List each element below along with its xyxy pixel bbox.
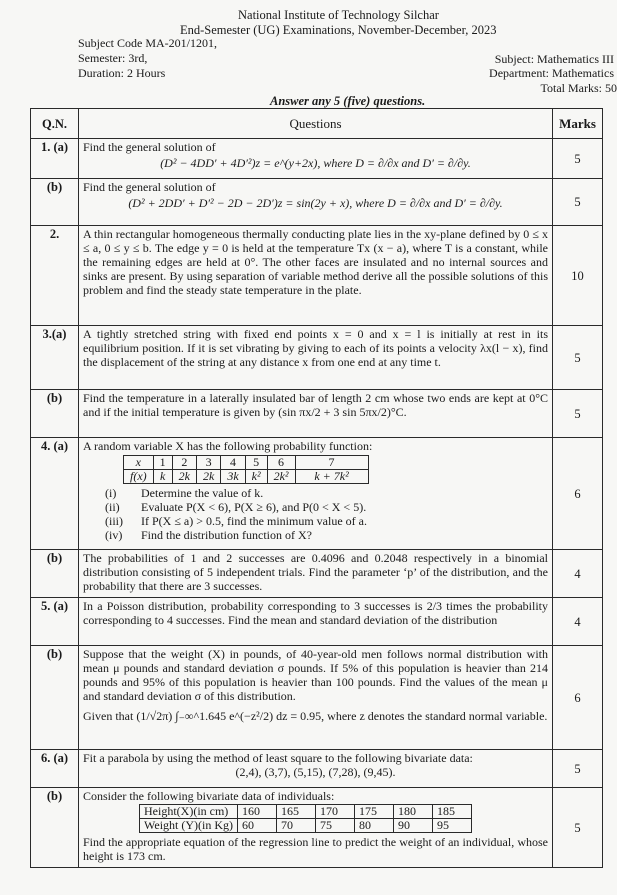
prob-cell: 7 [295,456,368,470]
question-marks: 4 [553,598,603,646]
hw-cell: 95 [433,819,472,833]
question-row [31,390,603,438]
subpart [105,500,548,514]
question-number: (b) [31,179,79,226]
prob-cell: 2k [196,470,220,484]
hw-cell: 60 [238,819,277,833]
hw-cell: 180 [394,805,433,819]
question-marks: 6 [553,438,603,550]
subject: Subject: Mathematics III [494,52,614,66]
hw-cell: 70 [277,819,316,833]
question-followup: Find the appropriate equation of the regression line to predict the weight of an individual, whose height is 173 cm. [83,835,548,863]
question-text [79,179,553,226]
instruction: Answer any 5 (five) questions. [270,94,426,108]
hw-cell: 165 [277,805,316,819]
subpart-number: (ii) [105,500,120,514]
prob-cell: 3 [196,456,220,470]
question-prompt: Find the general solution of [83,180,216,194]
question-equation: (D² + 2DD′ + D′² − 2D − 2D′)z = sin(2y + x), where D = ∂/∂x and D′ = ∂/∂y. [128,196,503,210]
question-text: Find the temperature in a laterally insulated bar of length 2 cm whose two ends are kept at 0°C and if the initial temperature is given by (sin πx/2 + 3 sin 5πx/2)°C. [79,390,553,438]
question-marks: 10 [553,226,603,326]
subpart-number: (iv) [105,528,123,542]
question-marks: 5 [553,326,603,390]
prob-row-fx [124,470,369,484]
question-marks: 6 [553,646,603,750]
question-text [79,788,553,868]
question-table [30,108,603,868]
question-number: 5. (a) [31,598,79,646]
semester: Semester: 3rd, [78,51,148,65]
question-number: 1. (a) [31,139,79,179]
subpart-number: (iii) [105,514,123,528]
table-header-row [31,109,603,139]
question-number: 3.(a) [31,326,79,390]
subpart [105,514,548,528]
prob-cell: 4 [221,456,245,470]
subject-code: Subject Code MA-201/1201, [78,36,217,50]
subpart-text: Determine the value of k. [141,486,264,500]
question-equation: (D² − 4DD′ + 4D′²)z = e^(y+2x), where D = ∂/∂x and D′ = ∂/∂y. [160,156,471,170]
question-text: The probabilities of 1 and 2 successes are 0.4096 and 0.2048 respectively in a binomial distribution consisting of 5 independent trials. Find the parameter ‘p’ of the distribution, and the probability that there are 3 successes. [79,550,553,598]
question-row [31,788,603,868]
question-row [31,226,603,326]
hw-cell: 90 [394,819,433,833]
total-marks: Total Marks: 50 [540,81,617,95]
question-prompt: Suppose that the weight (X) in pounds, of 40-year-old men follows normal distribution with mean μ pounds and standard deviation σ pounds. If 5% of this population is heavier than 214 pounds and 95% of this population is heavier than 100 pounds. Find the values of the mean μ and standard deviation σ of this distribution. [83,647,548,703]
question-row [31,438,603,550]
question-number: (b) [31,646,79,750]
prob-row-x [124,456,369,470]
question-marks: 5 [553,788,603,868]
question-row [31,750,603,788]
duration: Duration: 2 Hours [78,66,166,80]
question-text: A thin rectangular homogeneous thermally conducting plate lies in the xy-plane defined by 0 ≤ x ≤ a, 0 ≤ y ≤ b. The edge y = 0 is held at the temperature Tx (x − a), where T is a constant, while the remaining edges are held at 0°. The other faces are insulated and no internal sources and sinks are present. By using separation of variable method derive all the possible solutions of this problem and find the steady state temperature in the plate. [79,226,553,326]
prob-cell: 2k [172,470,196,484]
prob-cell: k² [245,470,267,484]
prob-cell: 6 [267,456,295,470]
question-row [31,179,603,226]
subpart-number: (i) [105,486,117,500]
hw-cell: 80 [355,819,394,833]
question-marks: 5 [553,390,603,438]
hw-cell: 75 [316,819,355,833]
question-text [79,139,553,179]
question-number: (b) [31,390,79,438]
question-text [79,750,553,788]
probability-table [123,455,369,484]
prob-cell: 2 [172,456,196,470]
question-text: A tightly stretched string with fixed end points x = 0 and x = l is initially at rest in its equilibrium position. If it is set vibrating by giving to each of its points a velocity λx(l − x), find the displacement of the string at any distance x from one end at any time t. [79,326,553,390]
prob-cell: x [124,456,154,470]
subpart-text: Find the distribution function of X? [141,528,312,542]
prob-cell: 2k² [267,470,295,484]
height-row [140,805,472,819]
question-marks: 5 [553,179,603,226]
question-marks: 5 [553,139,603,179]
weight-row [140,819,472,833]
prob-cell: k [153,470,172,484]
question-row [31,139,603,179]
question-prompt: Find the general solution of [83,140,216,154]
question-row [31,646,603,750]
question-row [31,550,603,598]
hw-cell: Weight (Y)(in Kg) [140,819,238,833]
question-prompt: A random variable X has the following probability function: [83,439,373,453]
question-row [31,326,603,390]
question-text [79,438,553,550]
question-text [79,646,553,750]
question-prompt: Consider the following bivariate data of individuals: [83,789,335,803]
marks-header: Marks [553,109,603,139]
subpart-text: Evaluate P(X < 6), P(X ≥ 6), and P(0 < X < 5). [141,500,367,514]
exam-title: End-Semester (UG) Examinations, November-December, 2023 [180,23,497,37]
hw-cell: 175 [355,805,394,819]
data-points: (2,4), (3,7), (5,15), (7,28), (9,45). [235,765,396,779]
question-marks: 5 [553,750,603,788]
prob-cell: 5 [245,456,267,470]
question-number: 4. (a) [31,438,79,550]
hw-cell: 170 [316,805,355,819]
hw-cell: 185 [433,805,472,819]
prob-cell: 3k [221,470,245,484]
department: Department: Mathematics [489,66,614,80]
height-weight-table [139,804,472,833]
given-statement: Given that (1/√2π) ∫₋∞^1.645 e^(−z²/2) dz = 0.95, where z denotes the standard normal variable. [83,709,548,723]
prob-cell: 1 [153,456,172,470]
question-prompt: Fit a parabola by using the method of least square to the following bivariate data: [83,751,473,765]
questions-header: Questions [79,109,553,139]
hw-cell: Height(X)(in cm) [140,805,238,819]
question-number: (b) [31,788,79,868]
hw-cell: 160 [238,805,277,819]
question-number: 2. [31,226,79,326]
question-number: 6. (a) [31,750,79,788]
qn-header: Q.N. [31,109,79,139]
institute-name: National Institute of Technology Silchar [238,8,439,22]
subpart [105,486,548,500]
subpart [105,528,548,542]
question-text: In a Poisson distribution, probability corresponding to 3 successes is 2/3 times the probability corresponding to 4 successes. Find the mean and standard deviation of the distribution [79,598,553,646]
question-number: (b) [31,550,79,598]
prob-cell: k + 7k² [295,470,368,484]
prob-cell: f(x) [124,470,154,484]
question-row [31,598,603,646]
subpart-text: If P(X ≤ a) > 0.5, find the minimum value of a. [141,514,367,528]
question-marks: 4 [553,550,603,598]
